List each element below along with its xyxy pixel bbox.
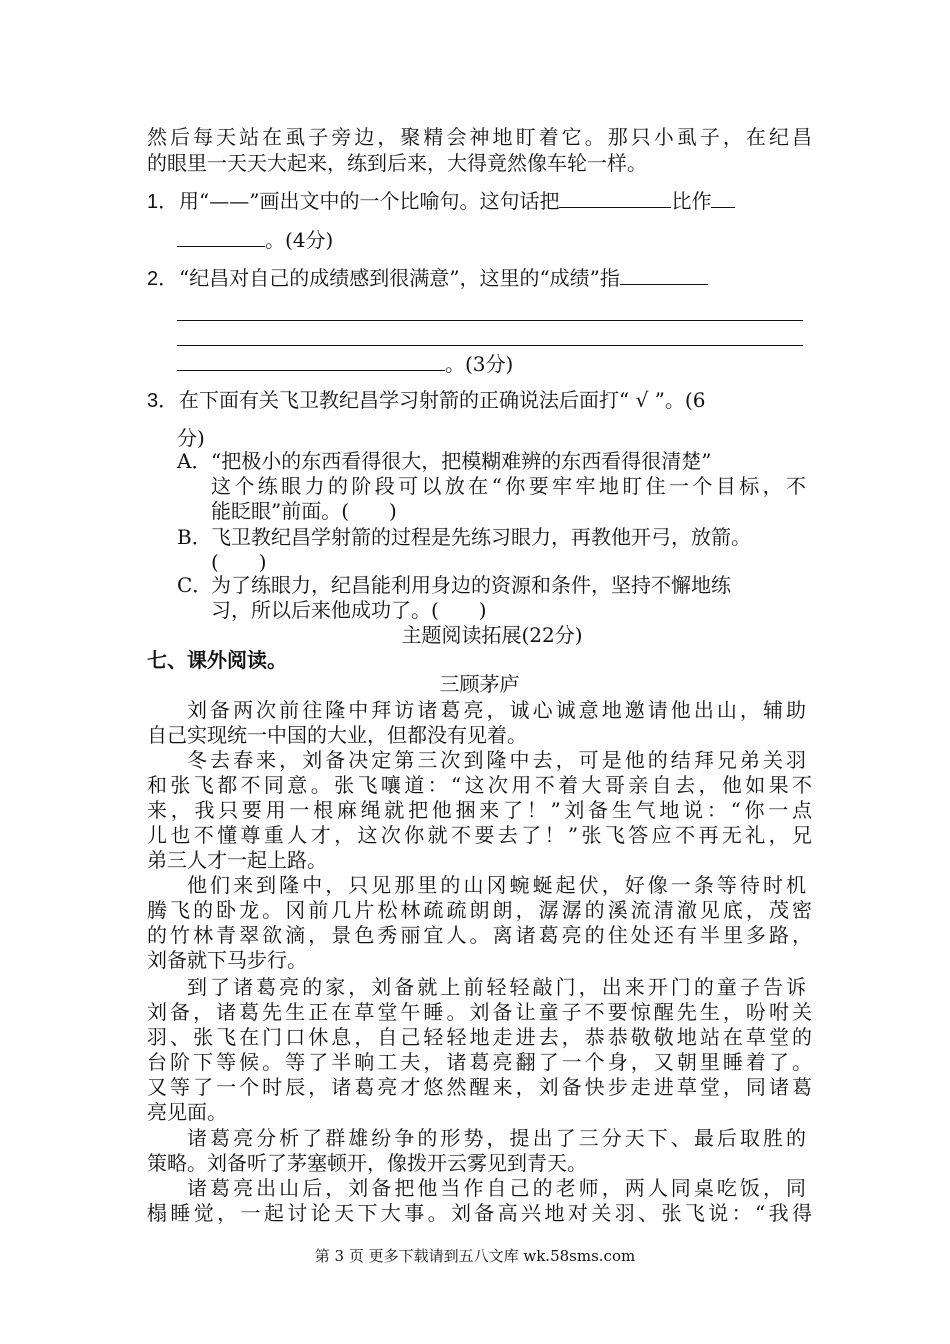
story-line: 刘备就下马步行。 bbox=[147, 948, 307, 972]
story-line: 儿也不懂尊重人才，这次你就不要去了！”张飞答应不再无礼，兄 bbox=[147, 823, 812, 847]
option-c-line-1: 为了练眼力，纪昌能利用身边的资源和条件，坚持不懈地练 bbox=[211, 573, 731, 597]
question-1-score: 。(4分) bbox=[265, 228, 334, 252]
question-2 bbox=[147, 264, 812, 291]
part-seven-heading: 七、课外阅读。 bbox=[147, 650, 287, 672]
question-2-score: 。(3分) bbox=[445, 352, 514, 376]
option-a-line-3: 能眨眼”前面。( ) bbox=[211, 499, 397, 523]
story-line: 刘备两次前往隆中拜访诸葛亮，诚心诚意地邀请他出山，辅助 bbox=[187, 698, 806, 722]
answer-blank-2d[interactable] bbox=[177, 350, 445, 371]
answer-blank-1a[interactable] bbox=[559, 187, 671, 208]
option-c-label: C． bbox=[177, 573, 213, 597]
page-footer: 第 3 页 更多下载请到五八文库 wk.58sms.com bbox=[314, 1247, 636, 1265]
story-line: 到了诸葛亮的家，刘备就上前轻轻敲门，出来开门的童子告诉 bbox=[187, 975, 806, 999]
section-title: 主题阅读拓展(22分) bbox=[401, 623, 583, 647]
story-line: 冬去春来，刘备决定第三次到隆中去，可是他的结拜兄弟关羽 bbox=[187, 748, 806, 772]
story-line: 自己实现统一中国的大业，但都没有见着。 bbox=[147, 723, 527, 747]
story-line: 台阶下等候。等了半晌工夫，诸葛亮翻了一个身，又朝里睡着了。 bbox=[147, 1050, 812, 1074]
answer-blank-1c[interactable] bbox=[177, 226, 265, 247]
story-title: 三顾茅庐 bbox=[439, 674, 520, 696]
intro-line-1: 然后每天站在虱子旁边，聚精会神地盯着它。那只小虱子，在纪昌 bbox=[147, 125, 812, 149]
story-line: 诸葛亮分析了群雄纷争的形势，提出了三分天下、最后取胜的 bbox=[187, 1126, 806, 1150]
story-line: 诸葛亮出山后，刘备把他当作自己的老师，两人同桌吃饭，同 bbox=[187, 1176, 806, 1200]
story-line: 亮见面。 bbox=[147, 1100, 227, 1124]
question-3-text-b: 分) bbox=[177, 426, 205, 450]
question-1-cont bbox=[177, 226, 803, 252]
option-c-line-2: 习，所以后来他成功了。( ) bbox=[211, 598, 487, 622]
question-2-number: 2． bbox=[147, 268, 179, 290]
answer-line-2c[interactable] bbox=[177, 345, 803, 346]
option-b-line-1: 飞卫教纪昌学射箭的过程是先练习眼力，再教他开弓，放箭。 bbox=[211, 525, 751, 549]
option-a-label: A． bbox=[177, 449, 212, 473]
story-line: 腾飞的卧龙。冈前几片松林疏疏朗朗，潺潺的溪流清澈见底，茂密 bbox=[147, 898, 812, 922]
question-2-text: “纪昌对自己的成绩感到很满意”，这里的“成绩”指 bbox=[179, 266, 620, 290]
question-1-text-b: 比作 bbox=[671, 189, 712, 213]
question-3-text: 在下面有关飞卫教纪昌学习射箭的正确说法后面打“ √ ”。(6 bbox=[179, 388, 706, 412]
story-line: 榻睡觉，一起讨论天下大事。刘备高兴地对关羽、张飞说：“我得 bbox=[147, 1201, 812, 1225]
story-line: 策略。刘备听了茅塞顿开，像拨开云雾见到青天。 bbox=[147, 1151, 587, 1175]
story-line: 弟三人才一起上路。 bbox=[147, 848, 327, 872]
story-line: 他们来到隆中，只见那里的山冈蜿蜒起伏，好像一条等待时机 bbox=[187, 873, 806, 897]
question-1-text: 用“——”画出文中的一个比喻句。这句话把 bbox=[179, 189, 560, 213]
option-b-line-2: ( ) bbox=[211, 550, 267, 574]
answer-blank-2a[interactable] bbox=[620, 264, 708, 285]
story-line: 刘备，诸葛先生正在草堂午睡。刘备让童子不要惊醒先生，吩咐关 bbox=[147, 1000, 812, 1024]
option-a bbox=[177, 449, 842, 473]
option-b bbox=[177, 525, 842, 549]
story-line: 又等了一个时辰，诸葛亮才悠然醒来，刘备快步走进草堂，同诸葛 bbox=[147, 1075, 812, 1099]
answer-line-2b[interactable] bbox=[177, 320, 803, 321]
story-line: 的竹林青翠欲滴，景色秀丽宜人。离诸葛亮的住处还有半里多路， bbox=[147, 923, 812, 947]
story-line: 来，我只要用一根麻绳就把他捆来了！”刘备生气地说：“你一点 bbox=[147, 798, 812, 822]
question-2-cont bbox=[177, 350, 803, 376]
option-a-line-1: “把极小的东西看得很大，把模糊难辨的东西看得很清楚” bbox=[211, 449, 712, 473]
intro-line-2: 的眼里一天天大起来，练到后来，大得竟然像车轮一样。 bbox=[147, 151, 647, 175]
story-line: 羽、张飞在门口休息，自己轻轻地走进去，恭恭敬敬地站在草堂的 bbox=[147, 1025, 812, 1049]
question-1 bbox=[147, 187, 812, 214]
option-c bbox=[177, 573, 842, 597]
question-3 bbox=[147, 388, 812, 413]
question-1-number: 1． bbox=[147, 191, 179, 213]
option-b-label: B． bbox=[177, 525, 212, 549]
question-3-number: 3． bbox=[147, 390, 179, 412]
answer-blank-1b[interactable] bbox=[711, 187, 735, 208]
option-a-line-2: 这个练眼力的阶段可以放在“你要牢牢地盯住一个目标，不 bbox=[211, 474, 806, 498]
story-line: 和张飞都不同意。张飞嚷道：“这次用不着大哥亲自去，他如果不 bbox=[147, 773, 812, 797]
